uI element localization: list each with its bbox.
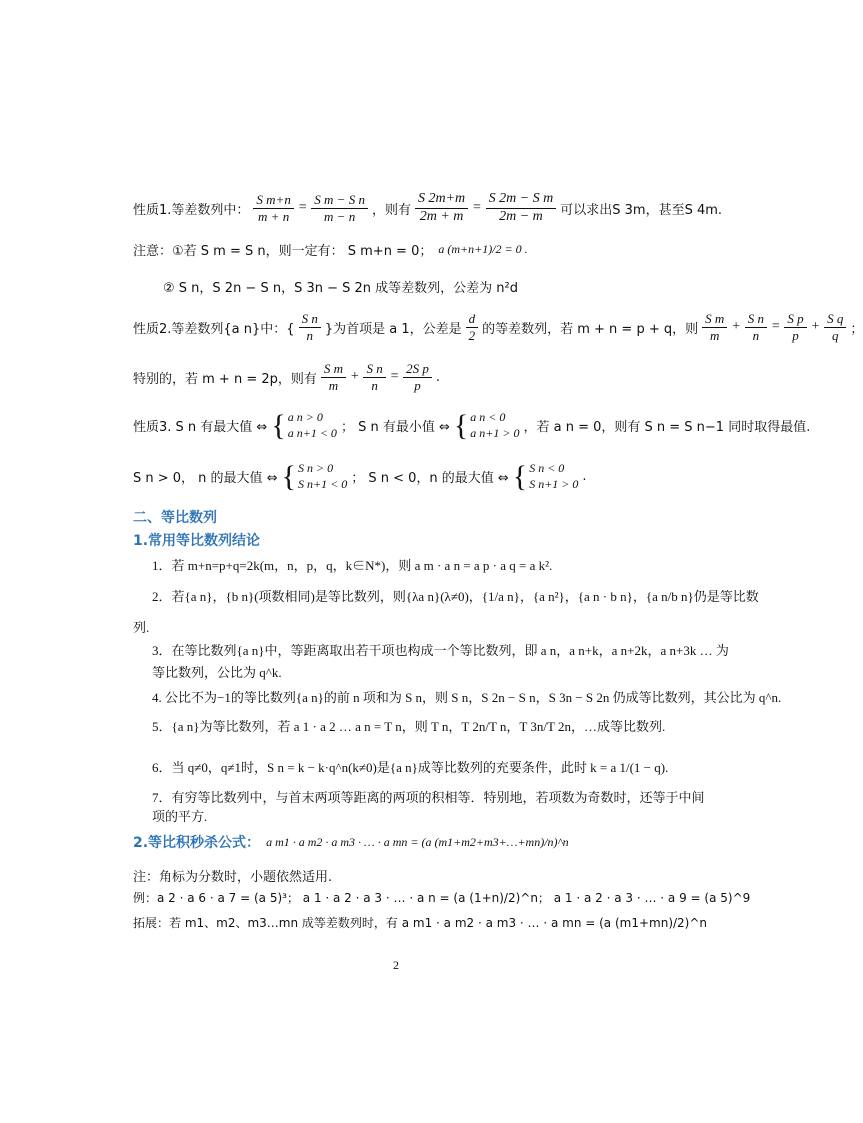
fraction: $\frac{\text{S m}}{m}$ <box>702 312 727 342</box>
fraction: $\frac{\text{S m − S n}}{m - n}$ <box>311 193 368 223</box>
note-2: ② S n，S 2n − S n，S 3n − S 2n 成等差数列，公差为 n²d <box>163 281 518 296</box>
fraction: $\frac{\text{S q}}{q}$ <box>824 312 846 342</box>
example: 例：a 2 · a 6 · a 7 = (a 5)³； a 1 · a 2 · a 3 · … · a n = (a (1+n)/2)^n； a 1 · a 2 · a 3 · … · a 9 = (a 5)^9 <box>133 891 751 905</box>
property-3: 性质3. S n 有最大值 ⇔ { a n > 0 a n+1 < 0 ； S n 有最小值 ⇔ { a n < 0 a n+1 > 0 ，若 a n = 0，则有 S n = S n−1 同时取得最值. <box>133 408 811 442</box>
fraction: $\frac{\text{2S p}}{p}$ <box>403 362 432 392</box>
property-2: 性质2.等差数列{a n}中：{ $\frac{\text{S n}}{n}$ }为首项是 a 1，公差是 $\frac{d}{2}$ 的等差数列，若 m + n = p + q，则 $\frac{\text{S m}}{m}$ + $\frac{\text{S n}}{n}$ = $\frac{\text{S p}}{p}$ + $\frac{\text{S q}}{q}$ ； <box>133 311 863 343</box>
fraction: $\frac{S 2m+m}{2m + m}$ <box>415 192 468 224</box>
list-item: 2．若{a n}，{b n}(项数相同)是等比数列，则{λa n}(λ≠0)，{1/a n}，{a n²}，{a n · b n}，{a n/b n}仍是等比数 <box>152 589 759 604</box>
brace-system: { a n < 0 a n+1 > 0 <box>453 408 520 442</box>
subsection-2 <box>133 832 569 852</box>
list-item: 1．若 m+n=p+q=2k(m，n，p，q，k∈N*)，则 a m · a n = a p · a q = a k². <box>152 558 553 573</box>
list-item: 3．在等比数列{a n}中，等距离取出若干项也构成一个等比数列，即 a n，a n+k，a n+2k，a n+3k … 为 <box>152 643 729 658</box>
fraction: $\frac{\text{S p}}{p}$ <box>784 312 806 342</box>
property-1-label: 性质1.等差数列中： <box>133 202 250 218</box>
fraction: $\frac{\text{S m}}{m}$ <box>321 362 346 392</box>
list-item: 项的平方. <box>152 809 208 824</box>
page-number: 2 <box>393 958 399 972</box>
fraction: $\frac{\text{S n}}{n}$ <box>745 312 767 342</box>
note-1: 注意：①若 S m = S n，则一定有： S m+n = 0； a (m+n+1)/2 = 0 . <box>133 242 528 259</box>
property-1: 性质1.等差数列中： $\frac{\text{S m+n}}{m + n}$ = $\frac{\text{S m − S n}}{m - n}$ ，则有 $\frac{S 2m+m}{2m + m}$ = $\frac{\text{S 2m − S m}}{2m - m}$ 可以求出S 3m，甚至S 4m. <box>133 191 723 224</box>
special-case: 特别的，若 m + n = 2p，则有 $\frac{\text{S m}}{m}$ + $\frac{\text{S n}}{n}$ = $\frac{\text{2S p}}{p}$ . <box>133 361 441 393</box>
list-item: 5．{a n}为等比数列，若 a 1 · a 2 … a n = T n，则 T n，T 2n/T n，T 3n/T 2n，…成等比数列. <box>152 719 666 734</box>
subsection-heading: 2.等比积秒杀公式： <box>133 835 261 851</box>
section-heading: 二、等比数列 <box>133 510 217 526</box>
formula: a m1 · a m2 · a m3 · … · a mn = (a (m1+m2+m3+…+mn)/n)^n <box>266 834 569 849</box>
fraction: $\frac{\text{S n}}{n}$ <box>299 312 321 342</box>
list-item: 6．当 q≠0，q≠1时，S n = k − k·q^n(k≠0)是{a n}成等比数列的充要条件，此时 k = a 1/(1 − q). <box>152 760 669 775</box>
fraction: $\frac{\text{S m+n}}{m + n}$ <box>253 193 293 223</box>
note-3: 注：角标为分数时，小题依然适用. <box>133 870 333 885</box>
fraction: $\frac{\text{S n}}{n}$ <box>363 362 385 392</box>
fraction: $\frac{d}{2}$ <box>466 312 479 342</box>
brace-system: { S n > 0 S n+1 < 0 <box>281 459 348 493</box>
fraction: $\frac{\text{S 2m − S m}}{2m - m}$ <box>486 192 557 224</box>
extension: 拓展：若 m1、m2、m3…mn 成等差数列时，有 a m1 · a m2 · a m3 · … · a mn = (a (m1+mn)/2)^n <box>133 916 708 930</box>
property-3b: S n > 0， n 的最大值 ⇔ { S n > 0 S n+1 < 0 ； S n < 0，n 的最大值 ⇔ { S n < 0 S n+1 > 0 . <box>133 459 587 493</box>
brace-system: { a n > 0 a n+1 < 0 <box>271 408 337 442</box>
list-item: 4. 公比不为−1的等比数列{a n}的前 n 项和为 S n，则 S n，S 2n − S n，S 3n − S 2n 仍成等比数列，其公比为 q^n. <box>152 690 782 705</box>
list-item: 等比数列，公比为 q^k. <box>152 665 282 680</box>
subsection-heading: 1.常用等比数列结论 <box>133 533 261 549</box>
list-item: 7．有穷等比数列中，与首末两项等距离的两项的积相等．特别地，若项数为奇数时，还等于中间 <box>152 790 705 805</box>
list-item: 列. <box>133 620 150 635</box>
brace-system: { S n < 0 S n+1 > 0 <box>512 459 579 493</box>
